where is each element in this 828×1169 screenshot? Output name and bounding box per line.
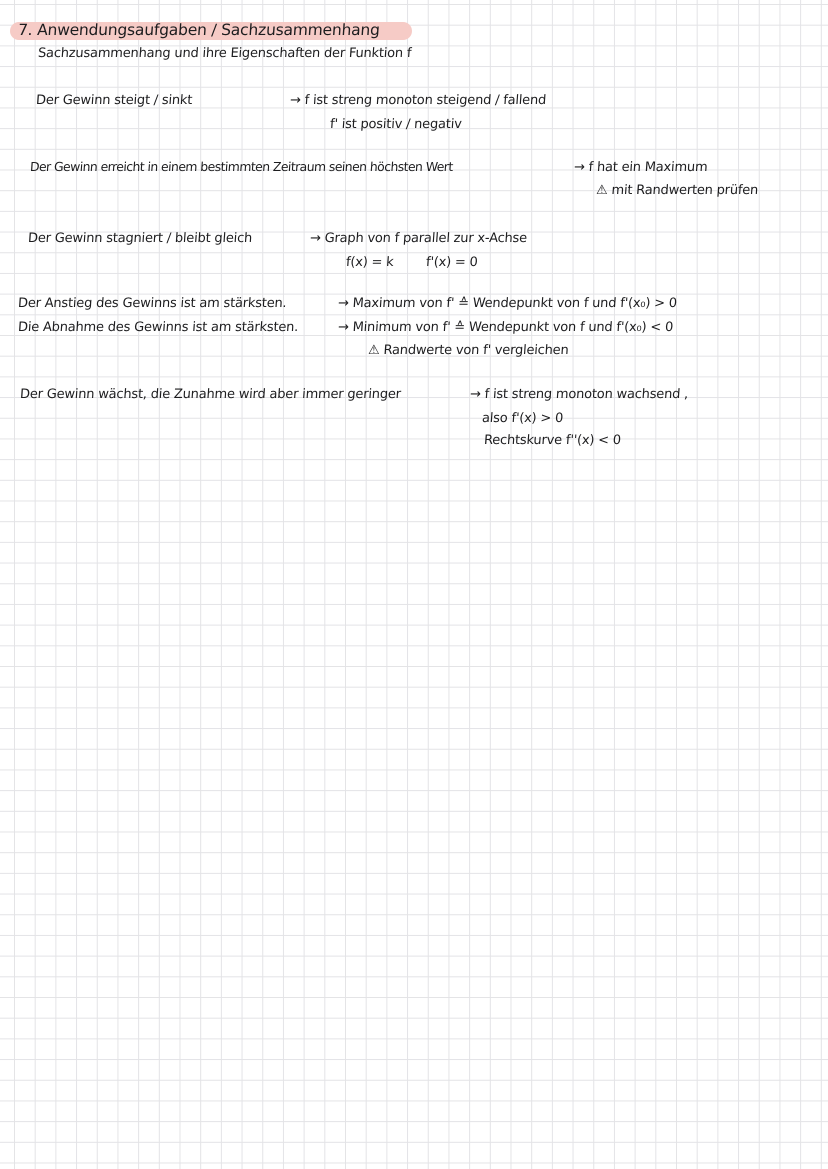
row4-note — [368, 344, 569, 357]
row4-condition-decrease: Die Abnahme des Gewinns ist am stärksten. — [17, 320, 299, 335]
row3-derivative-zero: f'(x) = 0 — [425, 255, 479, 270]
row5-right-curve: Rechtskurve f''(x) < 0 — [483, 433, 622, 448]
warning-icon: ⚠ — [368, 343, 380, 358]
row5-condition: Der Gewinn wächst, die Zunahme wird aber immer geringer — [19, 387, 402, 402]
row2-note-text: mit Randwerten prüfen — [610, 183, 759, 198]
warning-icon: ⚠ — [596, 183, 608, 198]
row5-consequence: → f ist streng monoton wachsend , — [469, 387, 689, 402]
row4-consequence-maximum: → Maximum von f' ≙ Wendepunkt von f und f'(x₀) > 0 — [337, 296, 678, 311]
row3-consequence: → Graph von f parallel zur x-Achse — [309, 231, 528, 246]
page-subtitle: Sachzusammenhang und ihre Eigenschaften der Funktion f — [37, 46, 412, 61]
row3-function-constant: f(x) = k — [345, 255, 395, 270]
page-title: 7. Anwendungsaufgaben / Sachzusammenhang — [17, 21, 381, 39]
row4-consequence-minimum: → Minimum von f' ≙ Wendepunkt von f und f'(x₀) < 0 — [337, 320, 674, 335]
row1-consequence: → f ist streng monoton steigend / fallend — [289, 93, 547, 108]
row4-condition-increase: Der Anstieg des Gewinns ist am stärksten. — [17, 296, 287, 311]
row3-condition: Der Gewinn stagniert / bleibt gleich — [27, 231, 253, 246]
row1-consequence-derivative: f' ist positiv / negativ — [329, 117, 463, 132]
row1-condition: Der Gewinn steigt / sinkt — [35, 93, 193, 108]
row4-note-text: Randwerte von f' vergleichen — [382, 343, 570, 358]
row2-note — [596, 184, 759, 197]
row2-condition: Der Gewinn erreicht in einem bestimmten Zeitraum seinen höchsten Wert — [29, 159, 454, 174]
row2-consequence: → f hat ein Maximum — [573, 160, 708, 175]
row5-derivative-positive: also f'(x) > 0 — [481, 411, 564, 426]
